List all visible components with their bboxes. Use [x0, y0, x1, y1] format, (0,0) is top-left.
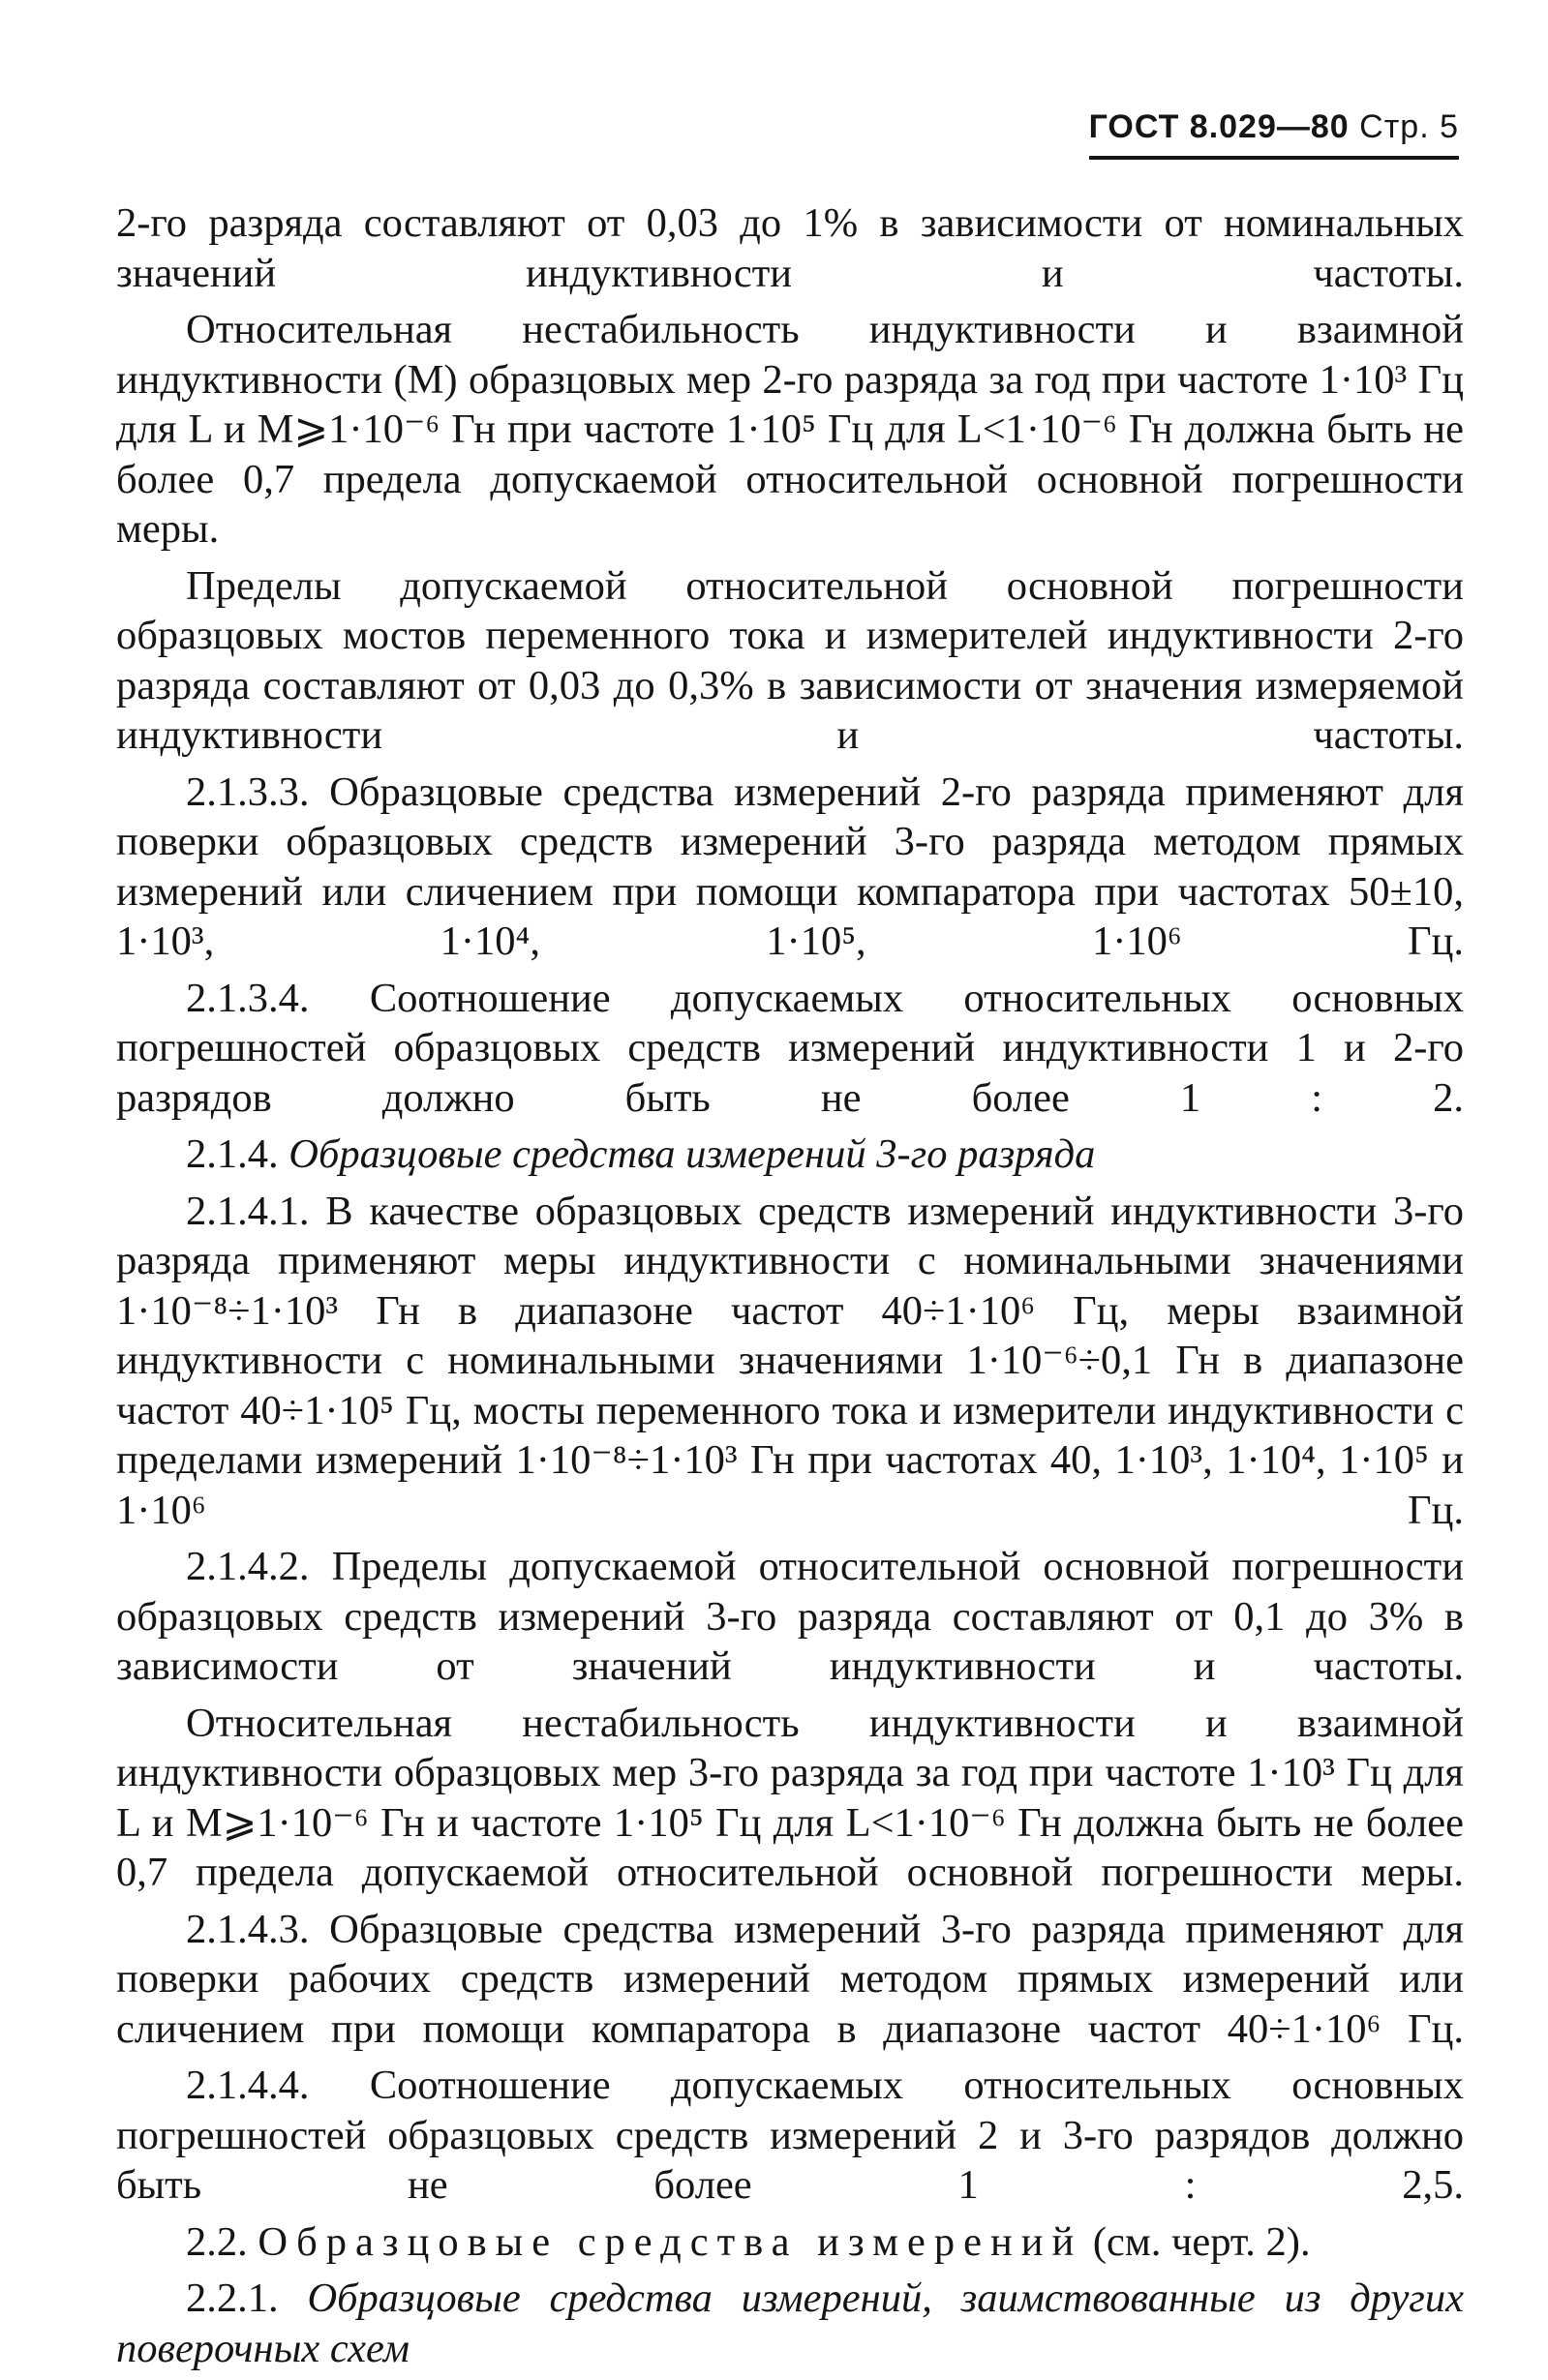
- paragraph: Пределы допускаемой относительной основной погрешности образцовых мостов переменного тока и измерителей индуктивности 2-го разряда составляют от 0,03 до 0,3% в зависимости от значения измеряемой индуктивности и частоты.: [116, 562, 1464, 758]
- paragraph: 2.1.4.2. Пределы допускаемой относительной основной погрешности образцовых средств измерений 3-го разряда составляют от 0,1 до 3% в зависимости от значений индуктивности и частоты.: [116, 1544, 1464, 1689]
- paragraph: 2.1.3.3. Образцовые средства измерений 2-го разряда применяют для поверки образцовых средств измерений 3-го разряда методом прямых измерений или сличением при помощи компаратора при частотах 50±10, 1·10³, 1·10⁴, 1·10⁵, 1·10⁶ Гц.: [116, 768, 1464, 964]
- paragraph: 2.1.4.4. Соотношение допускаемых относительных основных погрешностей образцовых средств измерений 2 и 3-го разрядов должно быть не более 1 : 2,5.: [116, 2063, 1464, 2208]
- section-heading: [116, 1130, 1464, 1180]
- section-heading: [116, 2274, 1464, 2373]
- section-reference: (см. черт. 2).: [1092, 2218, 1311, 2265]
- paragraph: Относительная нестабильность индуктивности и взаимной индуктивности (М) образцовых мер 2-го разряда за год при частоте 1·10³ Гц для L и M⩾1·10⁻⁶ Гн при частоте 1·10⁵ Гц для L<1·10⁻⁶ Гн должна быть не более 0,7 предела допускаемой относительной основной погрешности меры.: [116, 307, 1464, 552]
- paragraph: Относительная нестабильность индуктивности и взаимной индуктивности образцовых мер 3-го разряда за год при частоте 1·10³ Гц для L и M⩾1·10⁻⁶ Гн и частоте 1·10⁵ Гц для L<1·10⁻⁶ Гн должна быть не более 0,7 предела допускаемой относительной основной погрешности меры.: [116, 1700, 1464, 1895]
- paragraph: 2.1.3.4. Соотношение допускаемых относительных основных погрешностей образцовых средств измерений индуктивности 1 и 2-го разрядов должно быть не более 1 : 2.: [116, 975, 1464, 1121]
- section-number: 2.2.: [186, 2218, 248, 2265]
- section-title: Образцовые средства измерений 3-го разряда: [288, 1131, 1096, 1177]
- standard-number: ГОСТ 8.029—80: [1088, 108, 1350, 145]
- section-heading: [116, 2217, 1464, 2268]
- section-number: 2.1.4.: [186, 1131, 279, 1177]
- section-title: Образцовые средства измерений, заимствованные из других поверочных схем: [116, 2275, 1465, 2371]
- page-number: Стр. 5: [1359, 108, 1459, 145]
- section-title: Образцовые средства измерений: [258, 2218, 1083, 2265]
- document-body: [116, 198, 1464, 2380]
- paragraph: 2-го разряда составляют от 0,03 до 1% в зависимости от номинальных значений индуктивности и частоты.: [116, 200, 1464, 296]
- paragraph: 2.1.4.1. В качестве образцовых средств измерений индуктивности 3-го разряда применяют меры индуктивности с номинальными значениями 1·10⁻⁸÷1·10³ Гн в диапазоне частот 40÷1·10⁶ Гц, меры взаимной индуктивности с номинальными значениями 1·10⁻⁶÷0,1 Гн в диапазоне частот 40÷1·10⁵ Гц, мосты переменного тока и измерители индуктивности с пределами измерений 1·10⁻⁸÷1·10³ Гн при частотах 40, 1·10³, 1·10⁴, 1·10⁵ и 1·10⁶ Гц.: [116, 1188, 1464, 1533]
- section-number: 2.2.1.: [186, 2275, 279, 2321]
- paragraph: 2.1.4.3. Образцовые средства измерений 3-го разряда применяют для поверки рабочих средств измерений методом прямых измерений или сличением при помощи компаратора в диапазоне частот 40÷1·10⁶ Гц.: [116, 1906, 1464, 2052]
- page-header: [1089, 108, 1459, 160]
